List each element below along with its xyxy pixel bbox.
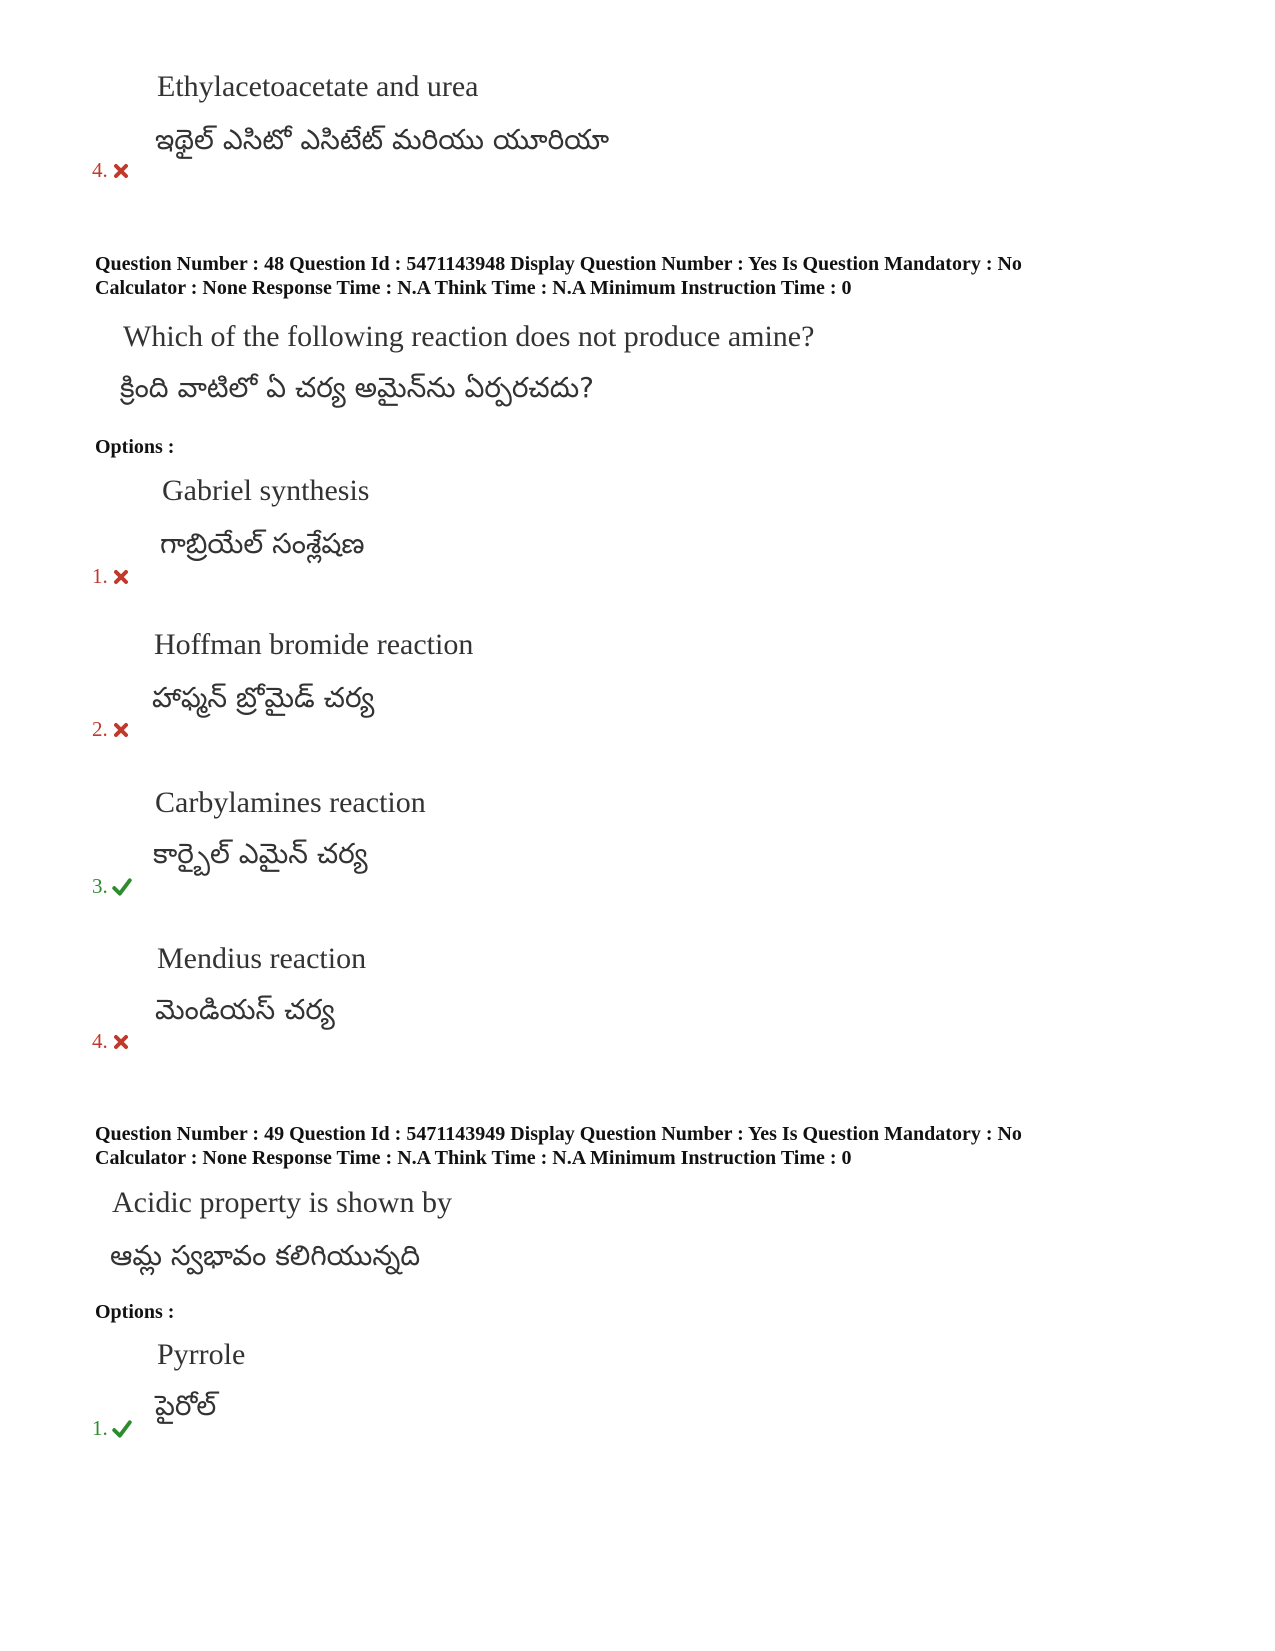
- option-text-te: పైరోల్: [155, 1389, 217, 1422]
- option-text-te: గాబ్రియేల్ సంశ్లేషణ: [160, 527, 365, 560]
- question-text-en: Which of the following reaction does not produce amine?: [123, 320, 815, 353]
- option-text-en: Gabriel synthesis: [162, 474, 370, 507]
- option-text-te: మెండియస్ చర్య: [155, 993, 335, 1026]
- question-meta-line2: Calculator : None Response Time : N.A Think Time : N.A Minimum Instruction Time : 0: [95, 1147, 852, 1169]
- options-label: Options :: [95, 436, 175, 458]
- cross-icon: [112, 568, 130, 586]
- check-icon: [112, 1419, 132, 1439]
- option-number: 2.: [92, 719, 130, 740]
- option-text-te: కార్బైల్ ఎమైన్ చర్య: [153, 837, 368, 870]
- option-number: 3.: [92, 876, 132, 897]
- question-meta-line1: Question Number : 48 Question Id : 5471143948 Display Question Number : Yes Is Question Mandatory : No: [95, 253, 1022, 275]
- option-number: 4.: [92, 1031, 130, 1052]
- option-number: 4.: [92, 160, 130, 181]
- cross-icon: [112, 162, 130, 180]
- option-number: 1.: [92, 1418, 132, 1439]
- option-text-te: హాఫ్మన్ బ్రోమైడ్ చర్య: [152, 681, 375, 714]
- option-text-en: Mendius reaction: [157, 942, 367, 975]
- option-text-en: Pyrrole: [157, 1338, 246, 1371]
- question-meta-line1: Question Number : 49 Question Id : 5471143949 Display Question Number : Yes Is Question Mandatory : No: [95, 1123, 1022, 1145]
- options-label: Options :: [95, 1301, 175, 1323]
- option-number: 1.: [92, 566, 130, 587]
- check-icon: [112, 877, 132, 897]
- question-text-te: ఆమ్ల స్వభావం కలిగియున్నది: [110, 1239, 421, 1272]
- cross-icon: [112, 721, 130, 739]
- option-text-en: Carbylamines reaction: [155, 786, 426, 819]
- option-text-en: Ethylacetoacetate and urea: [157, 70, 479, 103]
- question-text-en: Acidic property is shown by: [112, 1186, 452, 1219]
- option-text-te: ఇథైల్ ఎసిటో ఎసిటేట్ మరియు యూరియా: [155, 123, 610, 156]
- cross-icon: [112, 1033, 130, 1051]
- option-text-en: Hoffman bromide reaction: [154, 628, 474, 661]
- question-meta-line2: Calculator : None Response Time : N.A Think Time : N.A Minimum Instruction Time : 0: [95, 277, 852, 299]
- question-text-te: క్రింది వాటిలో ఏ చర్య అమైన్‌ను ఏర్పరచదు?: [120, 371, 595, 404]
